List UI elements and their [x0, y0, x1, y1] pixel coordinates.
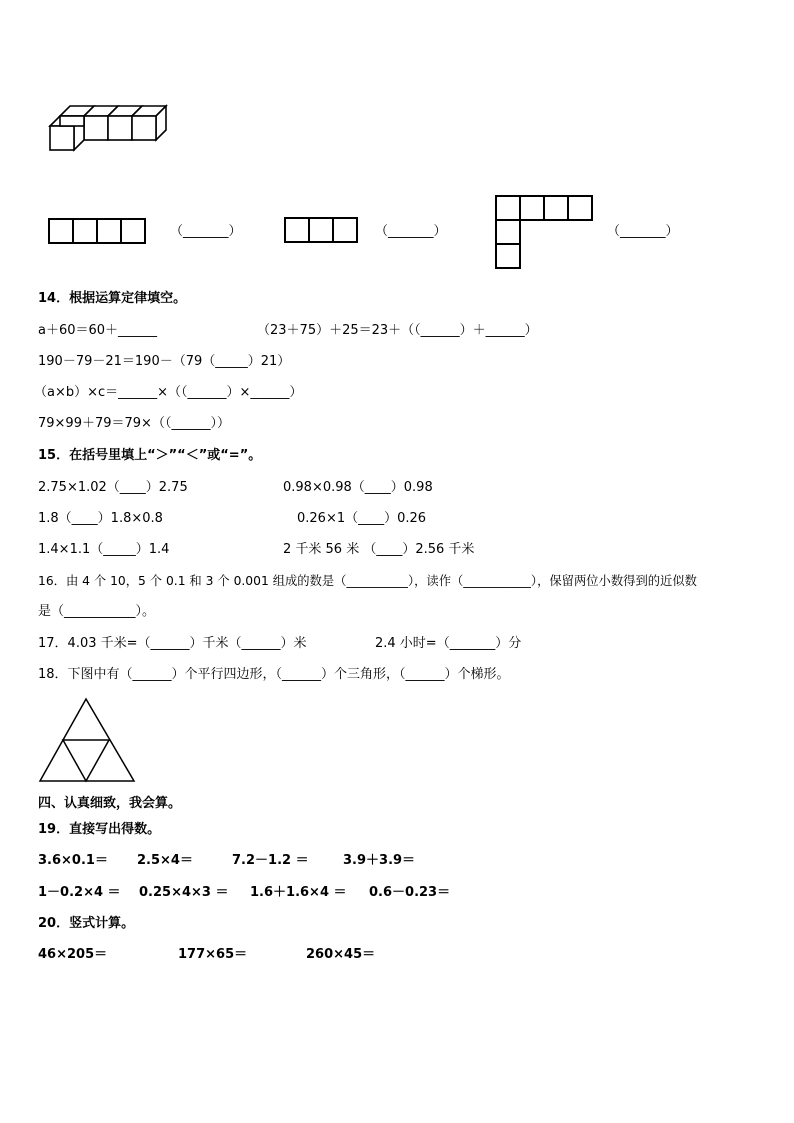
q20-item-2[interactable]: 260×45＝: [306, 947, 376, 962]
view-four-squares: [48, 218, 148, 244]
q15-title: 15．在括号里填上“＞”“＜”或“=”。: [38, 448, 262, 463]
q19-r2-1[interactable]: 0.25×4×3 ＝: [139, 885, 229, 900]
section4-title: 四、认真细致，我会算。: [38, 796, 182, 811]
cube-figure: [40, 98, 180, 168]
q17-a[interactable]: 17．4.03 千米=（______）千米（______）米: [38, 636, 307, 651]
q14-line4[interactable]: 79×99＋79＝79×（（______））: [38, 416, 230, 431]
q16-line1[interactable]: 16．由 4 个 10，5 个 0.1 和 3 个 0.001 组成的数是（__________），读作（___________），保留两位小数得到的近似数: [38, 574, 697, 588]
q20-title: 20．竖式计算。: [38, 916, 135, 931]
q15-r3a[interactable]: 1.4×1.1（_____）1.4: [38, 542, 170, 557]
triangle-figure: [38, 697, 138, 783]
q15-r2a[interactable]: 1.8（____）1.8×0.8: [38, 511, 163, 526]
q19-r2-0[interactable]: 1－0.2×4 ＝: [38, 885, 121, 900]
q14-line3[interactable]: （a×b）×c＝______×（（______）×______）: [34, 385, 303, 400]
view-blank-2[interactable]: （_______）: [375, 224, 447, 239]
q16-line2[interactable]: 是（___________）。: [38, 604, 156, 619]
q19-title: 19．直接写出得数。: [38, 822, 161, 837]
q14-line1b[interactable]: （23＋75）＋25＝23＋（（______）＋______）: [257, 323, 538, 338]
q19-r2-3[interactable]: 0.6－0.23＝: [369, 885, 451, 900]
view-three-squares: [284, 217, 360, 243]
q15-r1b[interactable]: 0.98×0.98（____）0.98: [283, 480, 433, 495]
q19-r1-1[interactable]: 2.5×4＝: [137, 853, 193, 868]
q14-line1a[interactable]: a＋60＝60＋______: [38, 323, 158, 338]
q19-r1-0[interactable]: 3.6×0.1＝: [38, 853, 108, 868]
q15-r1a[interactable]: 2.75×1.02（____）2.75: [38, 480, 188, 495]
view-l-shape: [495, 195, 595, 271]
q19-r2-2[interactable]: 1.6＋1.6×4 ＝: [250, 885, 347, 900]
q15-r2b[interactable]: 0.26×1（____）0.26: [297, 511, 427, 526]
q14-line2[interactable]: 190－79－21＝190－（79（_____）21）: [38, 354, 291, 369]
q17-b[interactable]: 2.4 小时=（_______）分: [375, 636, 522, 651]
q20-item-1[interactable]: 177×65＝: [178, 947, 248, 962]
view-blank-1[interactable]: （_______）: [170, 224, 242, 239]
q19-r1-3[interactable]: 3.9＋3.9＝: [343, 853, 416, 868]
q18-text[interactable]: 18．下图中有（______）个平行四边形，（______）个三角形，（______）个梯形。: [38, 667, 510, 682]
q14-title: 14．根据运算定律填空。: [38, 291, 187, 306]
view-blank-3[interactable]: （_______）: [607, 224, 679, 239]
q19-r1-2[interactable]: 7.2－1.2 ＝: [232, 853, 309, 868]
q15-r3b[interactable]: 2 千米 56 米 （____）2.56 千米: [283, 542, 475, 557]
q20-item-0[interactable]: 46×205＝: [38, 947, 108, 962]
